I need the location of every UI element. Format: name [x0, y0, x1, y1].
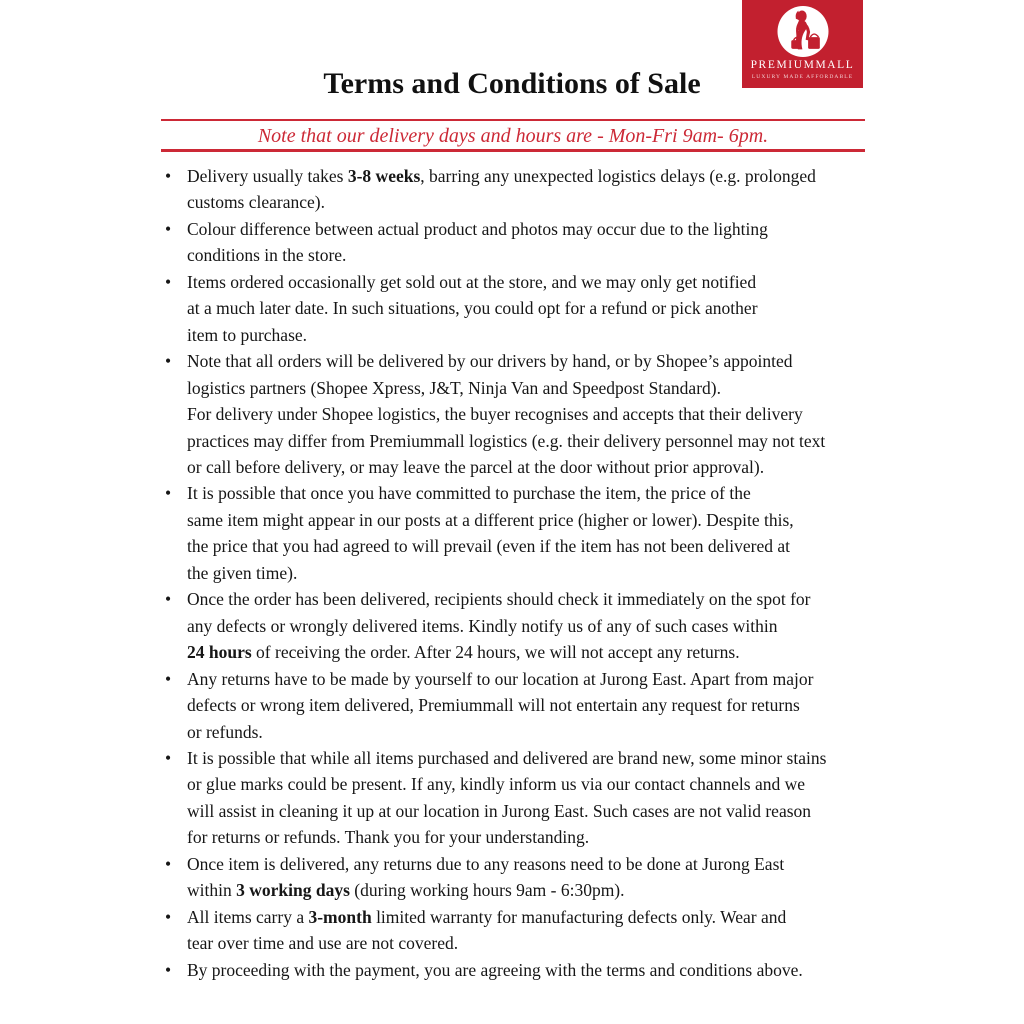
divider-bottom — [161, 149, 865, 152]
term-item — [161, 586, 885, 665]
brand-name: PREMIUMMALL — [750, 59, 855, 71]
brand-tagline: LUXURY MADE AFFORDABLE — [751, 74, 854, 80]
page-title: Terms and Conditions of Sale — [323, 67, 701, 100]
term-item — [161, 666, 885, 745]
term-item — [161, 216, 885, 269]
bullet-marker: • — [165, 906, 172, 927]
term-item — [161, 269, 885, 348]
bullet-marker: • — [165, 853, 172, 874]
term-text: It is possible that once you have committed to purchase the item, the price of the same item might appear in our posts at a different price (higher or lower). Despite this, the price that you had agreed to will prevail (even if the item has not been delivered at the given time). — [187, 483, 794, 583]
divider-top — [161, 119, 865, 121]
bullet-marker: • — [165, 747, 172, 768]
term-item — [161, 480, 885, 586]
term-item — [161, 904, 885, 957]
bullet-marker: • — [165, 589, 172, 610]
terms-list — [161, 163, 885, 983]
term-text: Items ordered occasionally get sold out at the store, and we may only get notified at a much later date. In such situations, you could opt for a refund or pick another item to purchase. — [187, 271, 758, 345]
bullet-marker: • — [165, 271, 172, 292]
term-item — [161, 745, 885, 851]
term-text: Colour difference between actual product and photos may occur due to the lighting conditions in the store. — [187, 218, 768, 266]
term-text: All items carry a 3-month limited warranty for manufacturing defects only. Wear and tear over time and use are not covered. — [187, 906, 787, 954]
term-text: By proceeding with the payment, you are agreeing with the terms and conditions above. — [187, 959, 803, 980]
term-text: Once the order has been delivered, recipients should check it immediately on the spot for any defects or wrongly delivered items. Kindly notify us of any of such cases within 24 hours of receiving the order. After 24 hours, we will not accept any returns. — [187, 589, 811, 663]
term-item — [161, 957, 885, 983]
term-item — [161, 851, 885, 904]
bullet-marker: • — [165, 668, 172, 689]
bullet-marker: • — [165, 218, 172, 239]
bullet-marker: • — [165, 351, 172, 372]
term-text: Delivery usually takes 3-8 weeks, barring any unexpected logistics delays (e.g. prolonged customs clearance). — [187, 166, 816, 213]
term-text: Any returns have to be made by yourself to our location at Jurong East. Apart from major defects or wrong item delivered, Premiummall will not entertain any request for returns or refunds. — [187, 668, 814, 742]
term-item — [161, 163, 885, 216]
term-text: Once item is delivered, any returns due to any reasons need to be done at Jurong East within 3 working days (during working hours 9am - 6:30pm). — [187, 853, 785, 901]
bullet-marker: • — [165, 166, 172, 186]
term-item — [161, 348, 885, 480]
term-text: It is possible that while all items purchased and delivered are brand new, some minor stains or glue marks could be present. If any, kindly inform us via our contact channels and we will assist in cleaning it up at our location in Jurong East. Such cases are not valid reason for returns or refunds. Thank you for your understanding. — [187, 747, 827, 848]
woman-shopper-icon — [777, 6, 828, 57]
term-text: Note that all orders will be delivered by our drivers by hand, or by Shopee’s appointed logistics partners (Shopee Xpress, J&T, Ninja Van and Speedpost Standard). For delivery under Shopee logistics, the buyer recognises and accepts that their delivery practices may differ from Premiummall logistics (e.g. their delivery personnel may not text or call before delivery, or may leave the parcel at the door without prior approval). — [187, 351, 826, 477]
delivery-note: Note that our delivery days and hours are - Mon-Fri 9am- 6pm. — [257, 125, 769, 147]
bullet-marker: • — [165, 483, 172, 504]
bullet-marker: • — [165, 959, 172, 980]
